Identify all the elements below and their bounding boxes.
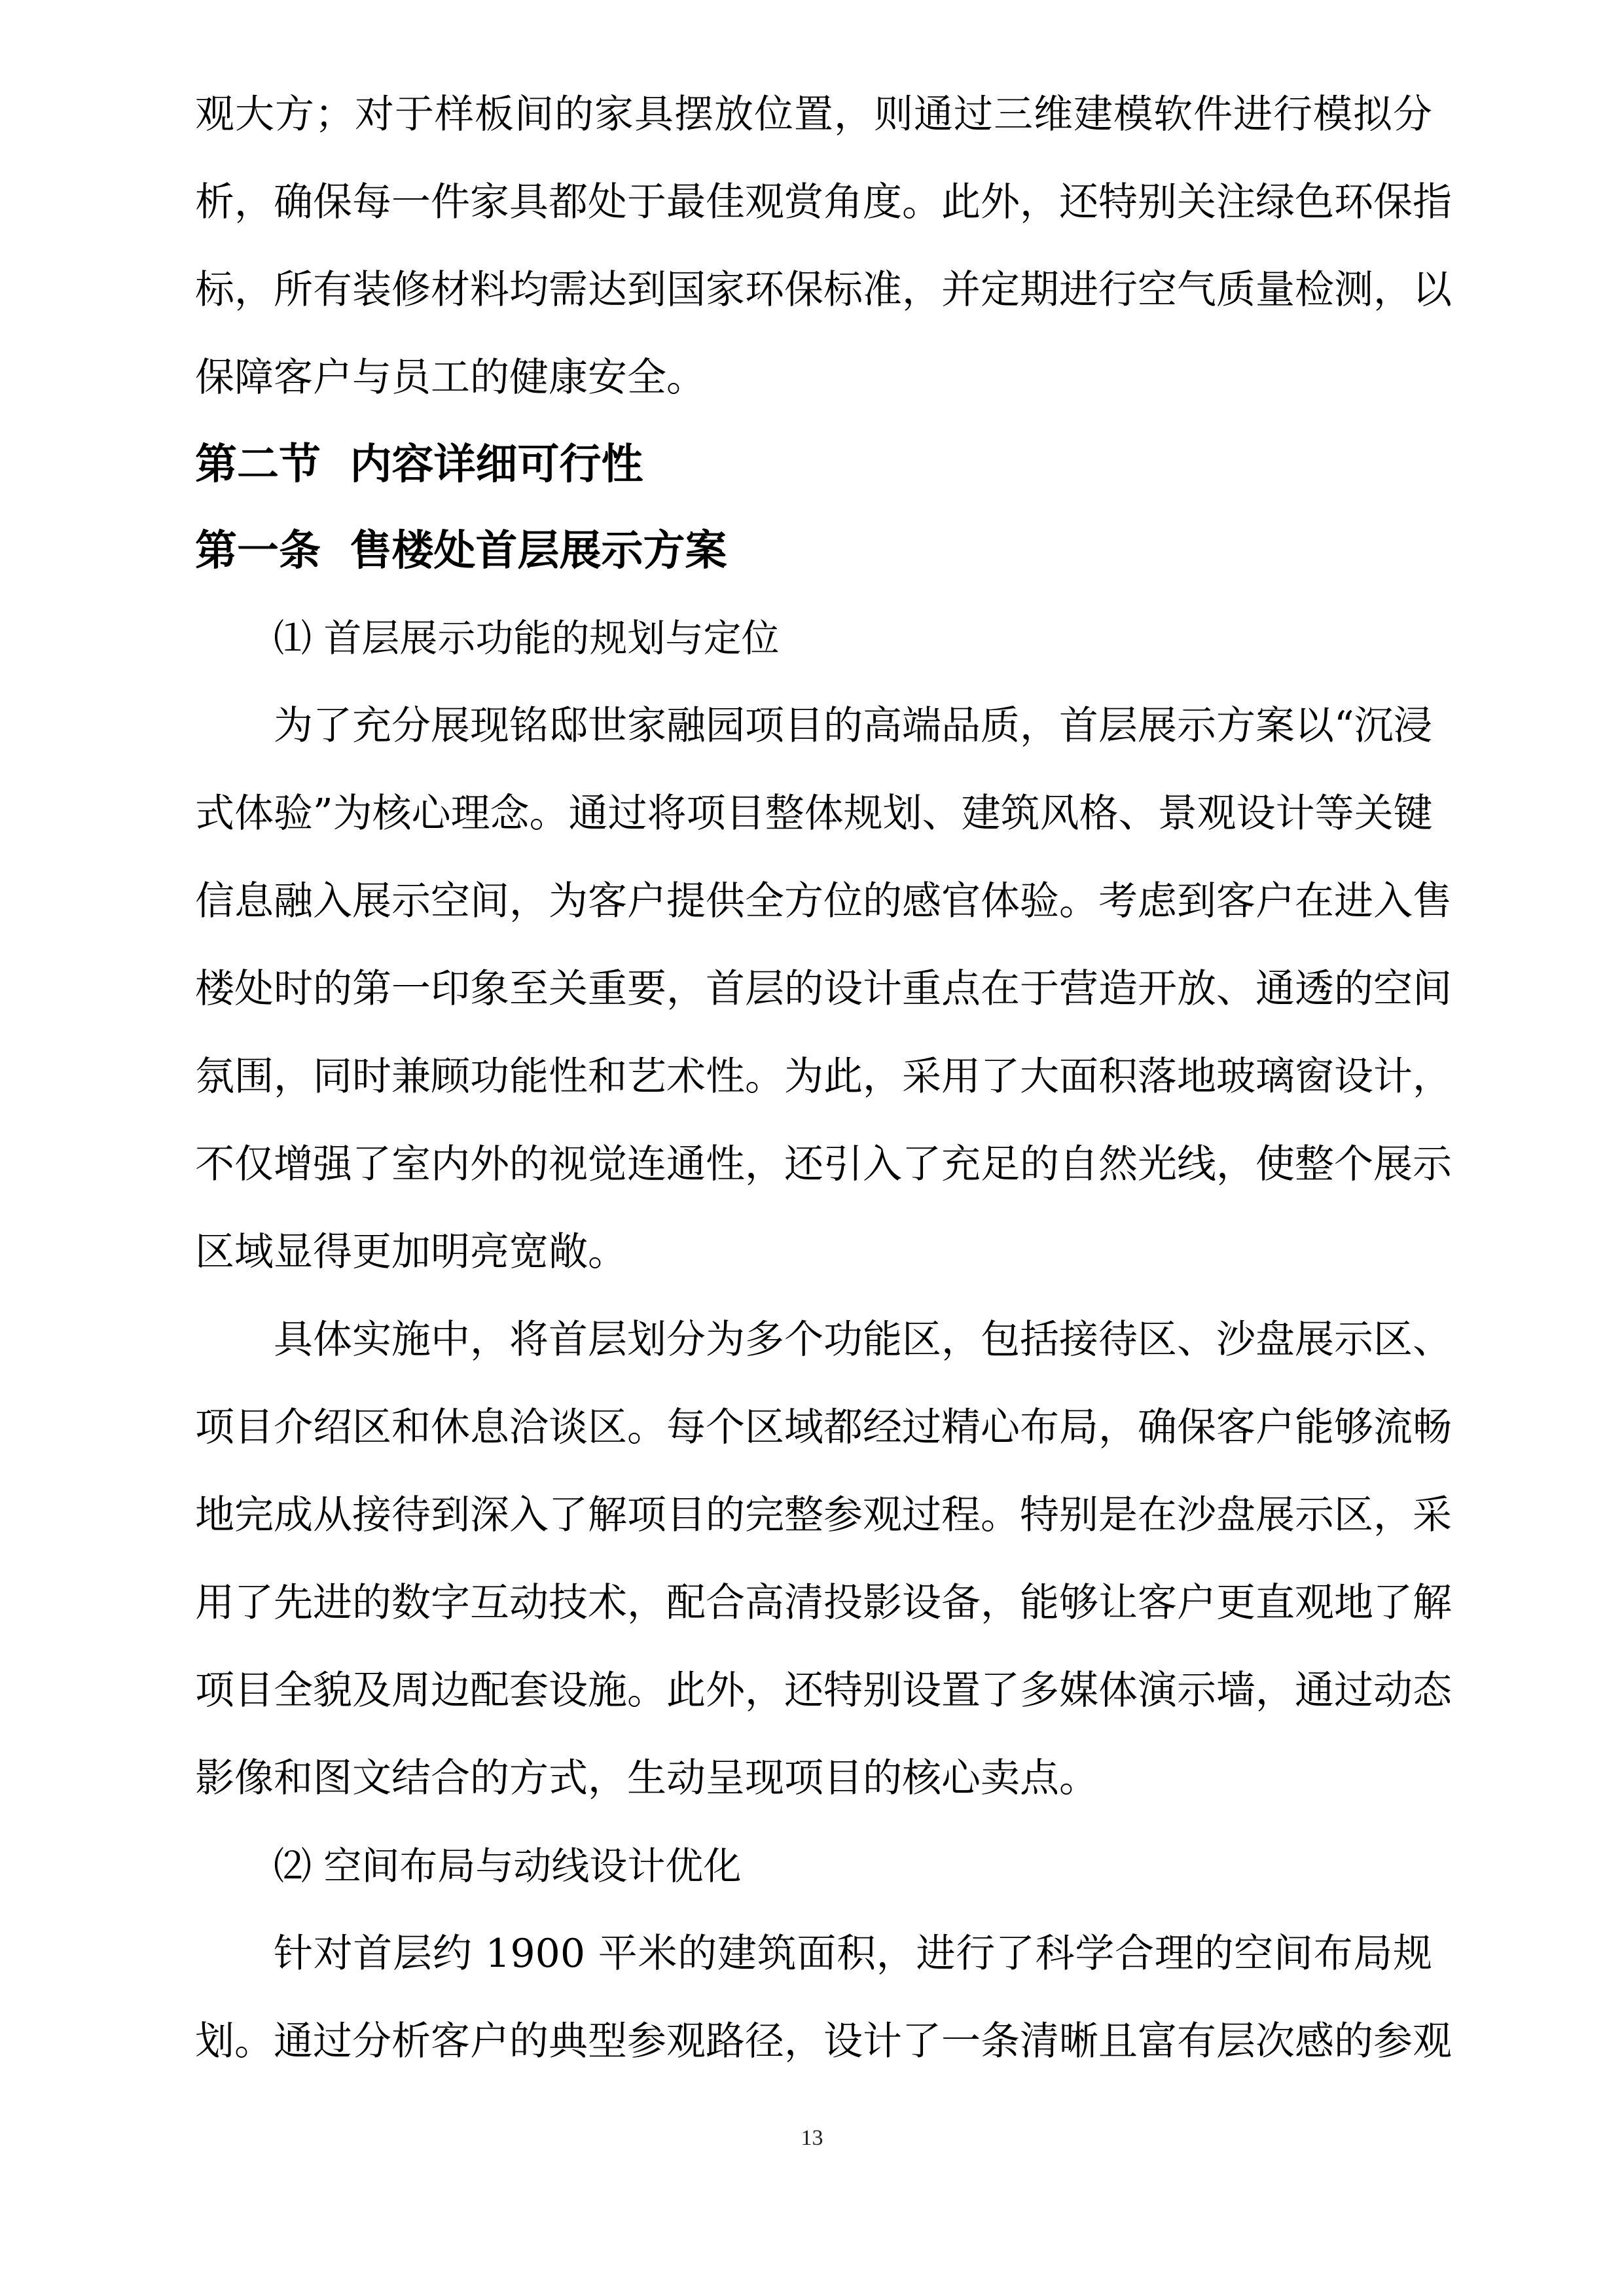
text-line: 具体实施中，将首层划分为多个功能区，包括接待区、沙盘展示区、 — [274, 1317, 1452, 1363]
document-body — [195, 71, 1452, 2085]
text-line: 项目全貌及周边配套设施。此外，还特别设置了多媒体演示墙，通过动态 — [195, 1668, 1452, 1713]
text-line: 析，确保每一件家具都处于最佳观赏角度。此外，还特别关注绿色环保指 — [195, 179, 1452, 225]
article-heading: 第一条 售楼处首层展示方案 — [195, 527, 727, 575]
text-line: 影像和图文结合的方式，生动呈现项目的核心卖点。 — [195, 1755, 1098, 1801]
paragraph-3 — [195, 1910, 1452, 2085]
text-line: 地完成从接待到深入了解项目的完整参观过程。特别是在沙盘展示区，采 — [195, 1492, 1452, 1538]
text-line: 划。通过分析客户的典型参观路径，设计了一条清晰且富有层次感的参观 — [195, 2018, 1452, 2064]
text-line: 观大方；对于样板间的家具摆放位置，则通过三维建模软件进行模拟分 — [195, 92, 1432, 137]
text-line: 楼处时的第一印象至关重要，首层的设计重点在于营造开放、通透的空间 — [195, 966, 1452, 1012]
text-line: 氛围，同时兼顾功能性和艺术性。为此，采用了大面积落地玻璃窗设计， — [195, 1054, 1452, 1100]
text-line: 式体验”为核心理念。通过将项目整体规划、建筑风格、景观设计等关键 — [195, 791, 1433, 836]
text-line: 为了充分展现铭邸世家融园项目的高端品质，首层展示方案以“沉浸 — [274, 703, 1433, 749]
text-line: 针对首层约 1900 平米的建筑面积，进行了科学合理的空间布局规 — [274, 1931, 1432, 1977]
text-line: 区域显得更加明亮宽敞。 — [195, 1229, 627, 1275]
page-number: 13 — [801, 2126, 823, 2150]
text-line: 项目介绍区和休息洽谈区。每个区域都经过精心布局，确保客户能够流畅 — [195, 1405, 1452, 1450]
text-line: 不仅增强了室内外的视觉连通性，还引入了充足的自然光线，使整个展示 — [195, 1141, 1452, 1187]
text-line: 标，所有装修材料均需达到国家环保标准，并定期进行空气质量检测，以 — [195, 267, 1452, 313]
text-line: 用了先进的数字互动技术，配合高清投影设备，能够让客户更直观地了解 — [195, 1580, 1452, 1626]
paragraph-1 — [195, 682, 1452, 1296]
paragraph-continuation — [195, 71, 1452, 422]
subsection-heading-2: ⑵ 空间布局与动线设计优化 — [274, 1844, 742, 1888]
paragraph-2 — [195, 1296, 1452, 1822]
section-heading: 第二节 内容详细可行性 — [195, 440, 643, 489]
text-line: 保障客户与员工的健康安全。 — [195, 355, 706, 401]
text-line: 信息融入展示空间，为客户提供全方位的感官体验。考虑到客户在进入售 — [195, 878, 1452, 924]
subsection-heading-1: ⑴ 首层展示功能的规划与定位 — [274, 616, 780, 660]
